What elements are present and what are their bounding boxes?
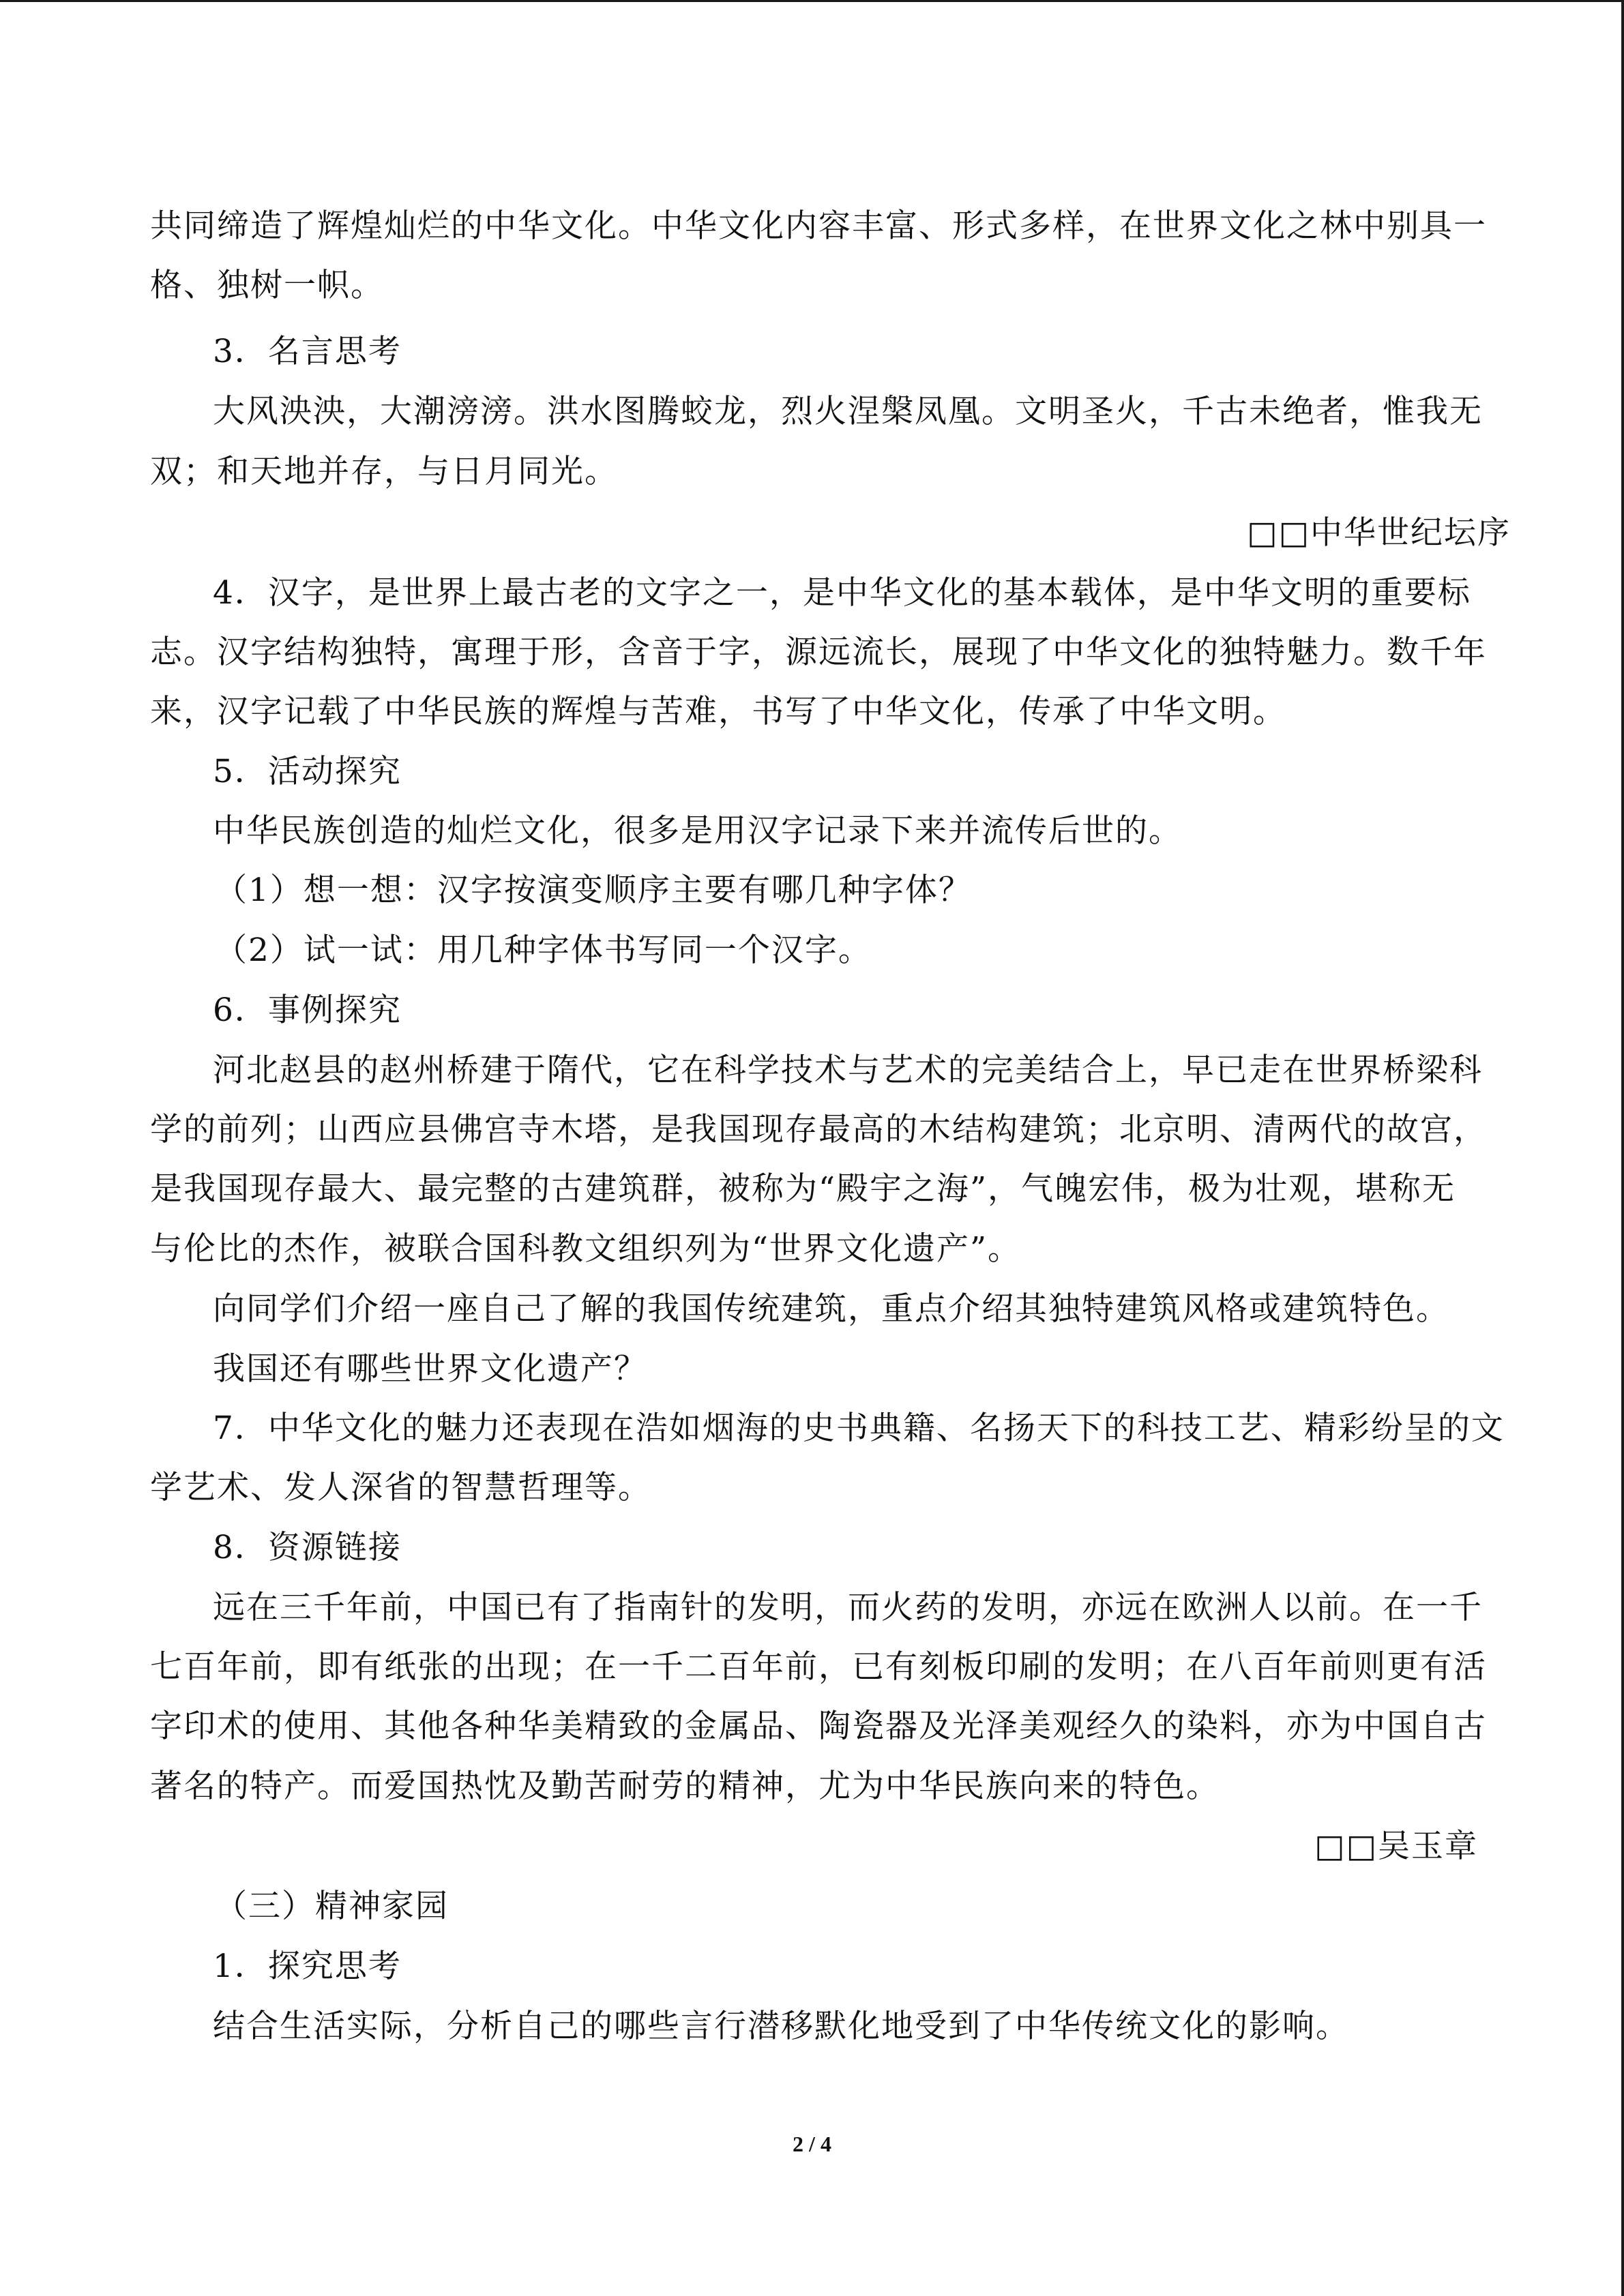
paragraph-line: 我国还有哪些世界文化遗产？: [213, 1350, 647, 1388]
section-heading: 3．名言思考: [213, 333, 402, 370]
paragraph-line: 是我国现存最大、最完整的古建筑群，被称为“殿宇之海”，气魄宏伟，极为壮观，堪称无: [150, 1170, 1456, 1208]
section-heading: 1．探究思考: [213, 1948, 402, 1985]
paragraph-line: 著名的特产。而爱国热忱及勤苦耐劳的精神，尤为中华民族向来的特色。: [150, 1768, 1220, 1805]
question-item: （2）试一试：用几种字体书写同一个汉字。: [215, 931, 872, 969]
paragraph-line: 与伦比的杰作，被联合国科教文组织列为“世界文化遗产”。: [150, 1230, 1022, 1268]
paragraph-line: 结合生活实际，分析自己的哪些言行潜移默化地受到了中华传统文化的影响。: [213, 2008, 1349, 2045]
page-number: 2 / 4: [793, 2132, 831, 2156]
paragraph-line: 向同学们介绍一座自己了解的我国传统建筑，重点介绍其独特建筑风格或建筑特色。: [213, 1290, 1449, 1328]
page-border-top: [0, 0, 1624, 2]
section-heading: 8．资源链接: [213, 1529, 402, 1566]
paragraph-line: 4．汉字，是世界上最古老的文字之一，是中华文化的基本载体，是中华文明的重要标: [213, 574, 1471, 612]
paragraph-line: 远在三千年前，中国已有了指南针的发明，而火药的发明，亦远在欧洲人以前。在一千: [213, 1589, 1483, 1626]
section-heading: 5．活动探究: [213, 753, 402, 790]
paragraph-line: 7．中华文化的魅力还表现在浩如烟海的史书典籍、名扬天下的科技工艺、精彩纷呈的文: [213, 1410, 1505, 1447]
question-item: （1）想一想：汉字按演变顺序主要有哪几种字体？: [215, 871, 972, 909]
paragraph-line: 格、独树一帜。: [150, 267, 384, 304]
paragraph-line: 七百年前，即有纸张的出现；在一千二百年前，已有刻板印刷的发明；在八百年前则更有活: [150, 1648, 1487, 1686]
quote-attribution: □□吴玉章: [1314, 1828, 1478, 1865]
quote-line: 大风泱泱，大潮滂滂。洪水图腾蛟龙，烈火涅槃凤凰。文明圣火，千古未绝者，惟我无: [213, 393, 1483, 430]
quote-line: 双；和天地并存，与日月同光。: [150, 453, 618, 490]
paragraph-line: 字印术的使用、其他各种华美精致的金属品、陶瓷器及光泽美观经久的染料，亦为中国自古: [150, 1708, 1487, 1745]
paragraph-line: 学艺术、发人深省的智慧哲理等。: [150, 1469, 651, 1506]
section-heading: 6．事例探究: [213, 992, 402, 1029]
section-heading: （三）精神家园: [215, 1888, 449, 1925]
paragraph-line: 共同缔造了辉煌灿烂的中华文化。中华文化内容丰富、形式多样，在世界文化之林中别具一: [150, 207, 1487, 245]
quote-attribution: □□中华世纪坛序: [1247, 514, 1511, 552]
paragraph-line: 河北赵县的赵州桥建于隋代，它在科学技术与艺术的完美结合上，早已走在世界桥梁科: [213, 1052, 1483, 1089]
page-border-right: [1621, 0, 1624, 2296]
paragraph-line: 来，汉字记载了中华民族的辉煌与苦难，书写了中华文化，传承了中华文明。: [150, 693, 1286, 730]
paragraph-line: 中华民族创造的灿烂文化，很多是用汉字记录下来并流传后世的。: [213, 812, 1182, 850]
paragraph-line: 志。汉字结构独特，寓理于形，含音于字，源远流长，展现了中华文化的独特魅力。数千年: [150, 633, 1487, 671]
paragraph-line: 学的前列；山西应县佛宫寺木塔，是我国现存最高的木结构建筑；北京明、清两代的故宫，: [150, 1111, 1487, 1148]
